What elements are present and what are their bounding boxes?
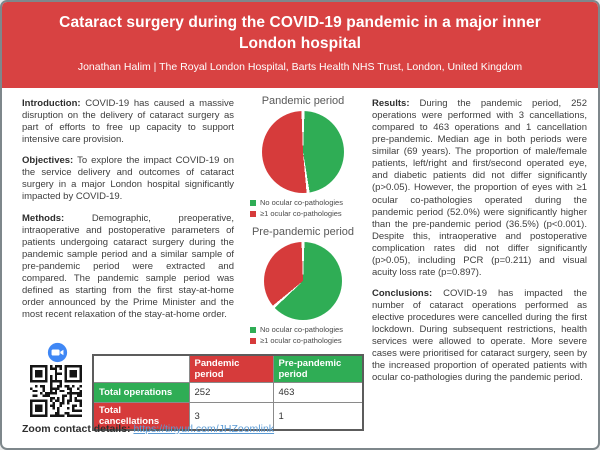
section-label-conclusions: Conclusions: [372, 287, 433, 299]
right-text-column [372, 98, 587, 393]
table-row [93, 383, 363, 403]
zoom-contact-line [22, 423, 274, 435]
author-affiliation-line: Jonathan Halim | The Royal London Hospital, Barts Health NHS Trust, London, United Kingdom [77, 60, 523, 73]
charts-column [240, 95, 366, 353]
section-methods [22, 213, 234, 322]
legend-item [250, 324, 366, 335]
left-text-column [22, 98, 234, 330]
table-row-label-cancellations: Total cancellations [93, 403, 189, 431]
pie-chart-pandemic [262, 111, 344, 193]
table-header-row [93, 355, 363, 383]
table-corner-cell [93, 355, 189, 383]
poster-title: Cataract surgery during the COVID-19 pandemic in a major inner London hospital [59, 14, 541, 52]
legend-swatch-red [250, 338, 256, 344]
table-cell-cancellations-pre-pandemic: 1 [273, 403, 363, 431]
section-text-conclusions: COVID-19 has impacted the number of cataract operations performed as elective procedures were cancelled during the first lockdown. During subsequent restrictions, health services were allowed to operate. More severe cases were prioritised for cataract surgery, seen by the increased proportion of operated patients with ocular co-pathologies during the pandemic period. [372, 287, 587, 384]
section-text-results: During the pandemic period, 252 operations were performed with 3 cancellations, compared to 463 operations and 1 cancellation pre-pandemic. Median age in both periods were similar (69 years). The proportion of male/female patients, left/right and first/second operated eye, and diabetic patients did not differ significantly (p>0.05). However, the proportion of eyes with ≥1 ocular co-pathologies operated during the pandemic period (52.0%) were significantly higher than the pre-pandemic period (36.5%) (p<0.001). Despite this, intraoperative and postoperative complication rates did not differ significantly (p>0.05), including PCR (p=0.211) and visual acuity loss rate (p=0.897). [372, 98, 587, 278]
table-cell-operations-pre-pandemic: 463 [273, 383, 363, 403]
legend-swatch-green [250, 200, 256, 206]
legend-label: No ocular co-pathologies [260, 198, 343, 207]
section-introduction [22, 98, 234, 146]
poster-header [2, 2, 598, 88]
section-text-objectives: To explore the impact COVID-19 on the service delivery and outcomes of cataract surgery in a major London hospital significantly impacted by COVID-19. [22, 155, 234, 203]
section-results [372, 98, 587, 279]
section-text-methods: Demographic, preoperative, intraoperative and postoperative parameters of patients undergoing cataract surgery during the pandemic sample period and a similar sample of pre-pandemic period were extracted and compared. The pandemic sample period was defined as starting from the first stay-at-home order announced by the Prime Minister and the most recent relaxation of the stay-at-home order. [22, 212, 234, 320]
pie-legend-pandemic [250, 197, 366, 219]
legend-label: ≥1 ocular co-pathologies [260, 209, 342, 218]
zoom-video-camera-icon [47, 342, 68, 363]
section-text-introduction: COVID-19 has caused a massive disruption on the delivery of cataract surgery as part of efforts to free up capacity to support intensive care provision. [22, 98, 235, 146]
legend-swatch-red [250, 211, 256, 217]
table-header-pandemic: Pandemic period [189, 355, 273, 383]
pie-chart-pre-pandemic [264, 242, 342, 320]
section-objectives [22, 155, 234, 203]
zoom-contact-link[interactable]: https://tinyurl.com/JHZoomlink [133, 423, 275, 435]
legend-item [250, 208, 366, 219]
pie-chart-title-pandemic: Pandemic period [261, 95, 345, 107]
table-cell-operations-pandemic: 252 [189, 383, 273, 403]
operations-summary-table [92, 354, 364, 431]
zoom-contact-label: Zoom contact details: [22, 423, 131, 435]
section-label-introduction: Introduction: [22, 98, 81, 109]
pie-chart-title-pre-pandemic: Pre-pandemic period [251, 226, 355, 238]
legend-label: No ocular co-pathologies [260, 325, 343, 334]
legend-item [250, 197, 366, 208]
legend-swatch-green [250, 327, 256, 333]
section-conclusions [372, 288, 587, 385]
table-cell-cancellations-pandemic: 3 [189, 403, 273, 431]
section-label-results: Results: [372, 98, 410, 109]
section-label-objectives: Objectives: [22, 155, 74, 167]
table-header-pre-pandemic: Pre-pandemic period [273, 355, 363, 383]
table-row-label-operations: Total operations [93, 383, 189, 403]
legend-label: ≥1 ocular co-pathologies [260, 336, 342, 345]
pie-legend-pre-pandemic [250, 324, 366, 346]
section-label-methods: Methods: [22, 212, 65, 224]
legend-item [250, 335, 366, 346]
qr-code [30, 365, 82, 417]
